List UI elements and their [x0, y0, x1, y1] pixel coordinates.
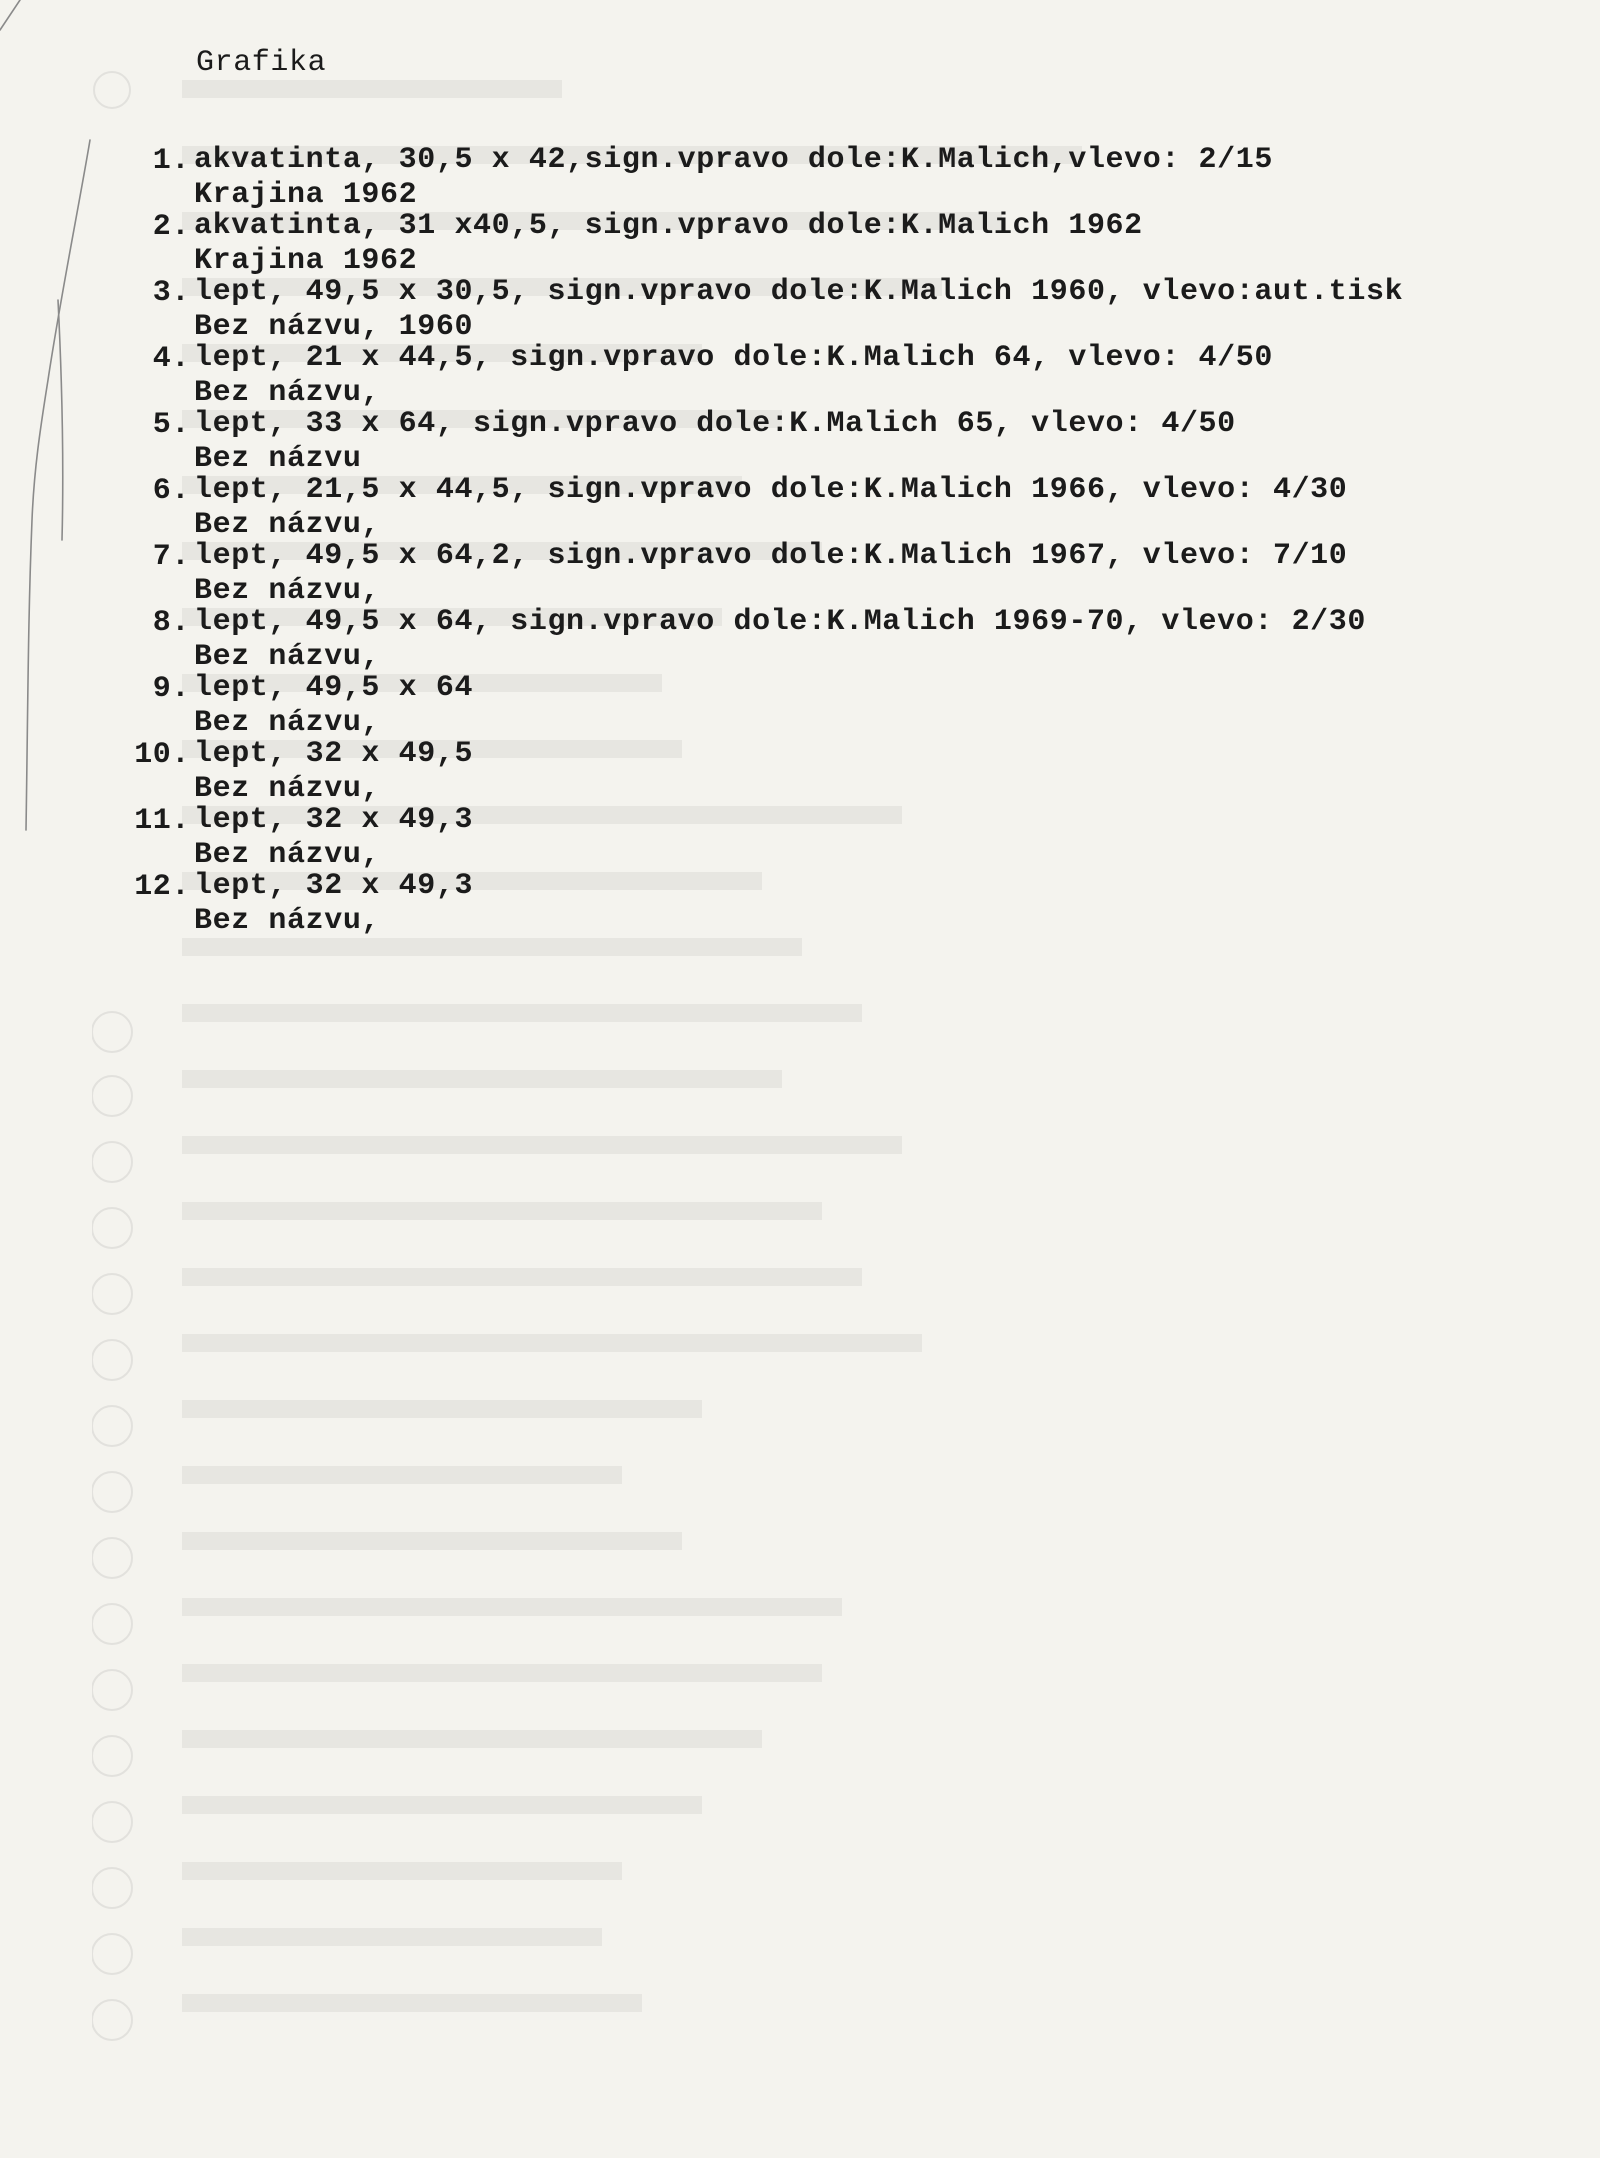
ghost-text-bar	[182, 1466, 622, 1484]
item-detail: lept, 32 x 49,3	[194, 869, 474, 903]
ghost-text-bar	[182, 1268, 862, 1286]
item-detail: lept, 49,5 x 64	[194, 671, 474, 705]
section-heading: Grafika	[196, 46, 327, 80]
item-number: 9.	[152, 672, 190, 706]
item-title: Krajina 1962	[194, 178, 418, 212]
item-number: 2.	[152, 210, 190, 244]
item-detail: lept, 49,5 x 64, sign.vpravo dole:K.Malich 1969-70, vlevo: 2/30	[194, 605, 1366, 639]
ghost-circle-mark	[92, 1012, 132, 1052]
ghost-circle-mark	[92, 1406, 132, 1446]
ghost-circle-mark	[92, 1802, 132, 1842]
item-title: Bez názvu,	[194, 376, 381, 410]
item-title: Bez názvu,	[194, 508, 381, 542]
item-number: 3.	[152, 276, 190, 310]
ghost-text-bar	[182, 80, 562, 98]
item-title: Bez názvu,	[194, 772, 381, 806]
item-detail: lept, 32 x 49,3	[194, 803, 474, 837]
ghost-text-bar	[182, 1532, 682, 1550]
item-detail: lept, 21,5 x 44,5, sign.vpravo dole:K.Malich 1966, vlevo: 4/30	[194, 473, 1348, 507]
item-number: 6.	[152, 474, 190, 508]
ghost-circle-mark	[92, 1142, 132, 1182]
item-detail: lept, 33 x 64, sign.vpravo dole:K.Malich 65, vlevo: 4/50	[194, 407, 1236, 441]
pencil-margin-marks	[0, 0, 120, 900]
item-title: Bez názvu,	[194, 640, 381, 674]
ghost-text-bar	[182, 1862, 622, 1880]
item-number: 11.	[134, 804, 190, 838]
ghost-circle-mark	[92, 1472, 132, 1512]
ghost-circle-mark	[92, 1076, 132, 1116]
ghost-text-bar	[182, 1664, 822, 1682]
ghost-text-bar	[182, 1004, 862, 1022]
ghost-text-bar	[182, 1994, 642, 2012]
item-detail: lept, 21 x 44,5, sign.vpravo dole:K.Malich 64, vlevo: 4/50	[194, 341, 1273, 375]
item-title: Bez názvu,	[194, 838, 381, 872]
ghost-circle-mark	[92, 1538, 132, 1578]
item-number: 5.	[152, 408, 190, 442]
item-detail: akvatinta, 30,5 x 42,sign.vpravo dole:K.Malich,vlevo: 2/15	[194, 143, 1273, 177]
item-detail: lept, 32 x 49,5	[194, 737, 474, 771]
ghost-text-bar	[182, 1730, 762, 1748]
item-title: Bez názvu,	[194, 574, 381, 608]
ghost-text-bar	[182, 1598, 842, 1616]
ghost-circle-mark	[92, 1934, 132, 1974]
ghost-circle-mark	[92, 1868, 132, 1908]
item-detail: lept, 49,5 x 30,5, sign.vpravo dole:K.Malich 1960, vlevo:aut.tisk	[194, 275, 1404, 309]
ghost-circle-mark	[92, 2000, 132, 2040]
ghost-circle-mark	[92, 1208, 132, 1248]
item-number: 10.	[134, 738, 190, 772]
ghost-text-bar	[182, 1928, 602, 1946]
item-title: Bez názvu,	[194, 904, 381, 938]
ghost-text-bar	[182, 1796, 702, 1814]
ghost-circle-mark	[92, 1670, 132, 1710]
ghost-text-bar	[182, 1070, 782, 1088]
item-title: Bez názvu, 1960	[194, 310, 474, 344]
item-detail: akvatinta, 31 x40,5, sign.vpravo dole:K.Malich 1962	[194, 209, 1143, 243]
ghost-text-bar	[182, 1334, 922, 1352]
item-title: Bez názvu,	[194, 706, 381, 740]
pencil-corner-stroke	[0, 0, 20, 30]
item-number: 1.	[152, 144, 190, 178]
ghost-circle-mark	[92, 1340, 132, 1380]
pencil-bracket-line	[26, 140, 90, 830]
item-title: Bez názvu	[194, 442, 362, 476]
pencil-tick-line	[58, 300, 63, 540]
ghost-circle-mark	[92, 1736, 132, 1776]
item-number: 12.	[134, 870, 190, 904]
item-number: 7.	[152, 540, 190, 574]
list-item	[110, 836, 1570, 1006]
item-detail: lept, 49,5 x 64,2, sign.vpravo dole:K.Malich 1967, vlevo: 7/10	[194, 539, 1348, 573]
ghost-text-bar	[182, 1202, 822, 1220]
ghost-text-bar	[182, 1136, 902, 1154]
ghost-circle-mark	[92, 1274, 132, 1314]
ghost-circle-mark	[92, 1604, 132, 1644]
ghost-text-bar	[182, 1400, 702, 1418]
item-number: 8.	[152, 606, 190, 640]
item-number: 4.	[152, 342, 190, 376]
item-title: Krajina 1962	[194, 244, 418, 278]
